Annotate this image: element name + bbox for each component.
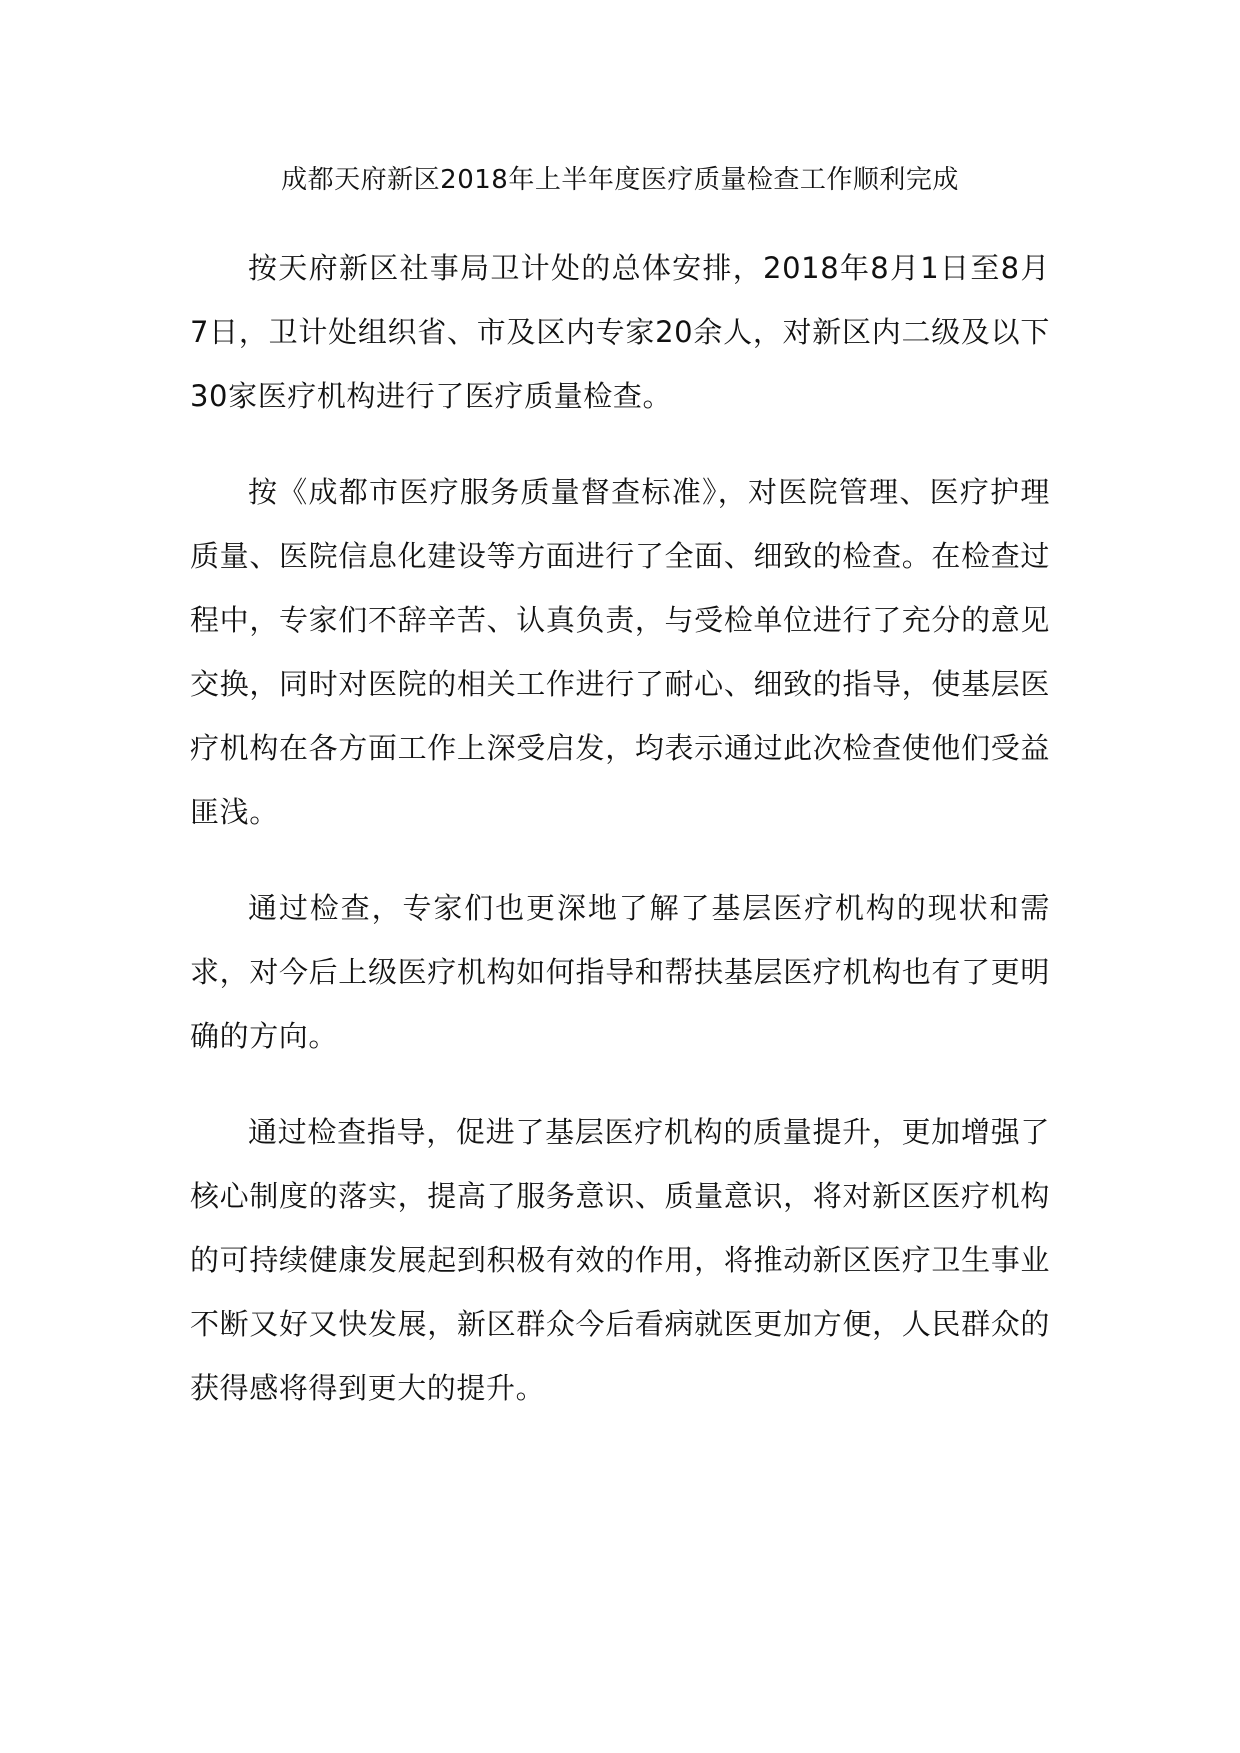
paragraph-4: 通过检查指导，促进了基层医疗机构的质量提升，更加增强了核心制度的落实，提高了服务意识、质量意识，将对新区医疗机构的可持续健康发展起到积极有效的作用，将推动新区医疗卫生事业不断又好又快发展，新区群众今后看病就医更加方便，人民群众的获得感将得到更大的提升。 xyxy=(190,1115,1050,1405)
document-title: 成都天府新区2018年上半年度医疗质量检查工作顺利完成 xyxy=(281,165,959,195)
paragraph-1: 按天府新区社事局卫计处的总体安排，2018年8月1日至8月7日，卫计处组织省、市及区内专家20余人，对新区内二级及以下30家医疗机构进行了医疗质量检查。 xyxy=(190,251,1050,413)
paragraph-3: 通过检查，专家们也更深地了解了基层医疗机构的现状和需求，对今后上级医疗机构如何指导和帮扶基层医疗机构也有了更明确的方向。 xyxy=(190,891,1050,1053)
paragraph-2: 按《成都市医疗服务质量督查标准》，对医院管理、医疗护理质量、医院信息化建设等方面进行了全面、细致的检查。在检查过程中，专家们不辞辛苦、认真负责，与受检单位进行了充分的意见交换，同时对医院的相关工作进行了耐心、细致的指导，使基层医疗机构在各方面工作上深受启发，均表示通过此次检查使他们受益匪浅。 xyxy=(190,475,1050,829)
document-body xyxy=(190,236,1050,1452)
